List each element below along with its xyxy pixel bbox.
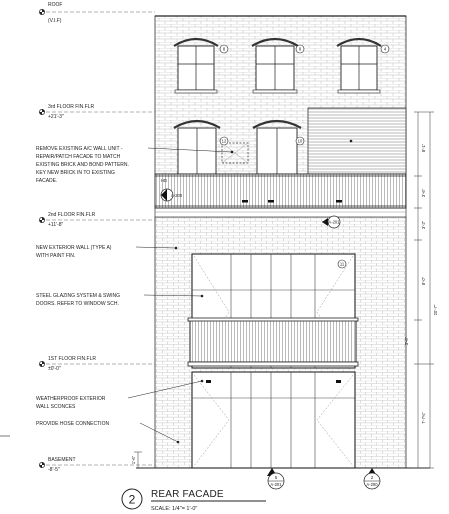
window-tag-12-text: 12 bbox=[221, 138, 227, 144]
level-second-floor-elevation: +11'-8" bbox=[48, 222, 64, 228]
level-first-floor-label: 1ST FLOOR FIN.FLR bbox=[48, 356, 96, 362]
title-scale: SCALE: 1/4"= 1'-0" bbox=[151, 506, 198, 512]
window-tag-10 bbox=[296, 137, 304, 145]
section-a-ref: A-201 bbox=[270, 482, 282, 487]
level-basement-label: BASEMENT bbox=[48, 457, 76, 463]
window-tag-11 bbox=[338, 260, 346, 268]
floor-slab-band bbox=[155, 208, 406, 217]
window-8 bbox=[174, 39, 218, 93]
level-third-floor-label: 3rd FLOOR FIN.FLR bbox=[48, 104, 95, 110]
dimension-3: 3'-2" bbox=[421, 220, 426, 230]
note-hose-connection-text: PROVIDE HOSE CONNECTION bbox=[36, 421, 110, 427]
lower-doors bbox=[192, 372, 355, 468]
note-remove-ac-line-4: KEY NEW BRICK IN TO EXISTING bbox=[36, 170, 115, 176]
window-tag-4 bbox=[381, 45, 389, 53]
note-steel-glazing-line-1: STEEL GLAZING SYSTEM & SWING bbox=[36, 293, 120, 299]
level-roof-label: ROOF bbox=[48, 2, 63, 8]
dimension-8: 1'-6" bbox=[131, 455, 136, 465]
drawing-title bbox=[122, 489, 266, 512]
callout-a200-ref: A-200 bbox=[171, 193, 183, 198]
window-tag-9 bbox=[296, 45, 304, 53]
section-b-number: 2 bbox=[370, 475, 374, 480]
callout-hd-mark: HD bbox=[161, 178, 168, 183]
section-marker-b bbox=[364, 468, 380, 489]
juliet-balcony-railing bbox=[188, 318, 358, 366]
section-b-ref: A-200 bbox=[366, 482, 378, 487]
level-basement-elevation: -8'-5" bbox=[48, 467, 60, 473]
level-first-floor-elevation: ±0'-0" bbox=[48, 366, 61, 372]
level-third-floor-elevation: +21'-3" bbox=[48, 114, 64, 120]
window-tag-12 bbox=[220, 137, 228, 145]
window-4 bbox=[337, 39, 381, 93]
window-tag-8 bbox=[220, 45, 228, 53]
section-a-number: 5 bbox=[274, 475, 278, 480]
window-tag-4-text: 4 bbox=[383, 46, 387, 52]
window-tag-8-text: 8 bbox=[222, 46, 226, 52]
dimension-1: 8'-1" bbox=[421, 143, 426, 153]
note-remove-ac-line-5: FACADE. bbox=[36, 178, 58, 184]
title-number: 2 bbox=[128, 492, 136, 507]
level-roof-elevation: (V.I.F) bbox=[48, 18, 62, 24]
title-name: REAR FACADE bbox=[151, 489, 224, 500]
window-10 bbox=[253, 121, 301, 174]
section-marker-a bbox=[267, 468, 284, 489]
leader-dot-siding bbox=[350, 140, 353, 143]
note-steel-glazing-line-2: DOORS. REFER TO WINDOW SCH. bbox=[36, 301, 119, 307]
window-tag-9-text: 9 bbox=[298, 46, 302, 52]
level-second-floor-label: 2nd FLOOR FIN.FLR bbox=[48, 212, 96, 218]
window-9 bbox=[252, 39, 298, 93]
note-exterior-wall-line-1: NEW EXTERIOR WALL (TYPE A) bbox=[36, 245, 112, 251]
dimension-7: 7'-7¾" bbox=[421, 412, 426, 424]
window-12 bbox=[174, 121, 220, 174]
window-tag-10-text: 10 bbox=[297, 138, 303, 144]
note-remove-ac-line-1: REMOVE EXISTING A/C WALL UNIT - bbox=[36, 146, 123, 152]
window-tag-11-text: 11 bbox=[339, 261, 345, 267]
note-exterior-wall-line-2: WITH PAINT FIN. bbox=[36, 253, 76, 259]
note-remove-ac-line-2: REPAIR/PATCH FACADE TO MATCH bbox=[36, 154, 121, 160]
note-wall-sconces-line-2: WALL SCONCES bbox=[36, 404, 76, 410]
callout-a201-ref: A-201 bbox=[328, 219, 340, 225]
siding-panel bbox=[308, 108, 406, 174]
dimension-5: 3'-6" bbox=[404, 336, 409, 346]
dimension-6: 20'-7" bbox=[433, 304, 438, 316]
note-wall-sconces-line-1: WEATHERPROOF EXTERIOR bbox=[36, 396, 106, 402]
upper-railing bbox=[155, 174, 406, 208]
note-remove-ac-line-3: EXISTING BRICK AND BOND PATTERN. bbox=[36, 162, 129, 168]
dimension-2: 3'-6" bbox=[421, 188, 426, 198]
dimension-4: 8'-0" bbox=[421, 276, 426, 286]
